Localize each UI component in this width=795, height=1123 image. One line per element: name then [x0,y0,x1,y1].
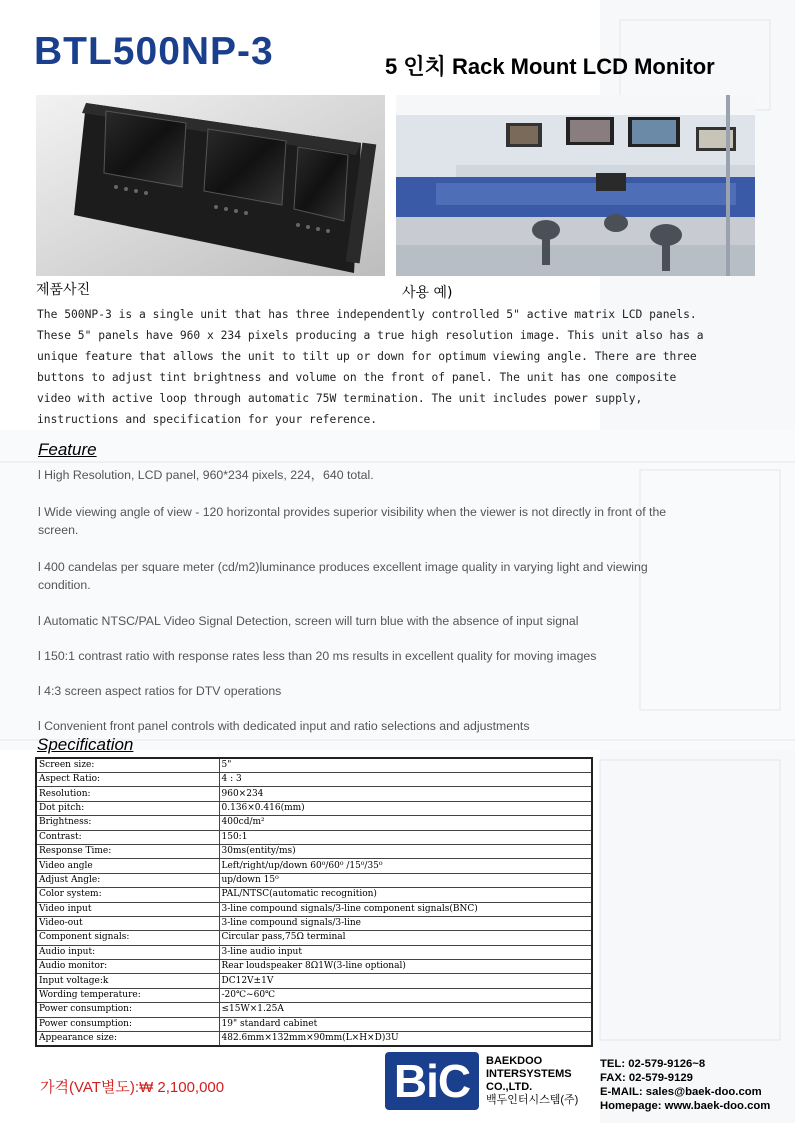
spec-row [36,801,592,815]
company-name-line: INTERSYSTEMS [486,1068,572,1080]
spec-value: ≤15W×1.25A [219,1003,592,1017]
spec-value: -20℃~60℃ [219,988,592,1002]
spec-row [36,1003,592,1017]
contact-email[interactable]: E-MAIL: sales@baek-doo.com [600,1086,762,1098]
spec-value: 5" [219,758,592,773]
spec-value: up/down 15⁰ [219,873,592,887]
spec-value: 19" standard cabinet [219,1017,592,1031]
spec-label: Audio input: [36,945,219,959]
spec-value: DC12V±1V [219,974,592,988]
spec-label: Dot pitch: [36,801,219,815]
spec-row [36,758,592,773]
spec-value: Circular pass,75Ω terminal [219,931,592,945]
company-name-line: CO.,LTD. [486,1081,533,1093]
spec-label: Power consumption: [36,1017,219,1031]
spec-label: Screen size: [36,758,219,773]
spec-value: PAL/NTSC(automatic recognition) [219,888,592,902]
spec-value: Rear loudspeaker 8Ω1W(3-line optional) [219,960,592,974]
specification-table [35,757,593,1047]
product-description: The 500NP-3 is a single unit that has three independently controlled 5" active matrix LCD panels. These 5" panels have 960 x 234 pixels producing a true high resolution image. This unit also has a unique feature that allows the unit to tilt up or down for optimum viewing angle. There are three buttons to adjust tint brightness and volume on the front of panel. The unit has one composite video with active loop through automatic 75W termination. The unit includes power supply, instructions and specification for your reference. [37,308,704,426]
usage-example-photo [396,95,755,276]
spec-label: Brightness: [36,816,219,830]
product-subtitle: 5 인치 Rack Mount LCD Monitor [385,54,715,79]
feature-item: l Wide viewing angle of view - 120 horizontal provides superior visibility when the viewer is not directly in front of the screen. [38,505,667,537]
contact-tel: TEL: 02-579-9126~8 [600,1058,706,1070]
spec-row [36,773,592,787]
spec-row [36,931,592,945]
spec-row [36,787,592,801]
spec-label: Video input [36,902,219,916]
spec-value: 150:1 [219,830,592,844]
spec-row [36,830,592,844]
feature-heading: Feature [38,440,97,459]
spec-row [36,988,592,1002]
product-photo [36,95,385,276]
logo-text: BiC [393,1055,471,1107]
feature-item: l 400 candelas per square meter (cd/m2)luminance produces excellent image quality in varying light and viewing condition. [38,560,648,592]
usage-photo-caption: 사용 예) [402,285,453,301]
spec-label: Response Time: [36,844,219,858]
spec-value: 4 : 3 [219,773,592,787]
spec-value: 3-line audio input [219,945,592,959]
spec-value: 30ms(entity/ms) [219,844,592,858]
feature-item: l High Resolution, LCD panel, 960*234 pixels, 224，640 total. [38,468,374,482]
spec-label: Video-out [36,916,219,930]
spec-row [36,902,592,916]
spec-row [36,873,592,887]
spec-label: Contrast: [36,830,219,844]
spec-label: Wording temperature: [36,988,219,1002]
spec-row [36,960,592,974]
spec-row [36,1017,592,1031]
spec-label: Color system: [36,888,219,902]
product-photo-caption: 제품사진 [36,282,91,298]
spec-label: Power consumption: [36,1003,219,1017]
spec-label: Appearance size: [36,1032,219,1047]
spec-value: 960×234 [219,787,592,801]
spec-label: Adjust Angle: [36,873,219,887]
spec-row [36,888,592,902]
model-title: BTL500NP-3 [34,30,274,73]
spec-value: 0.136×0.416(mm) [219,801,592,815]
spec-label: Aspect Ratio: [36,773,219,787]
contact-info [600,1057,770,1113]
price: 가격(VAT별도):₩ 2,100,000 [40,1079,225,1096]
spec-row [36,859,592,873]
spec-value: Left/right/up/down 60⁰/60⁰ /15⁰/35⁰ [219,859,592,873]
spec-row [36,1032,592,1047]
company-name-line: BAEKDOO [486,1055,543,1067]
contact-fax: FAX: 02-579-9129 [600,1072,693,1084]
spec-row [36,945,592,959]
spec-label: Input voltage:k [36,974,219,988]
specification-heading: Specification [37,735,134,754]
spec-value: 400cd/m² [219,816,592,830]
feature-item: l 150:1 contrast ratio with response rates less than 20 ms results in excellent quality for moving images [38,649,597,663]
feature-item: l 4:3 screen aspect ratios for DTV operations [38,684,282,698]
spec-row [36,844,592,858]
spec-row [36,974,592,988]
spec-row [36,816,592,830]
spec-value: 3-line compound signals/3-line [219,916,592,930]
spec-label: Video angle [36,859,219,873]
company-name-korean: 백두인터시스템(주) [486,1094,579,1106]
company-logo [385,1052,479,1110]
spec-value: 3-line compound signals/3-line component signals(BNC) [219,902,592,916]
spec-row [36,916,592,930]
feature-item: l Automatic NTSC/PAL Video Signal Detection, screen will turn blue with the absence of input signal [38,614,579,628]
spec-label: Component signals: [36,931,219,945]
contact-homepage[interactable]: Homepage: www.baek-doo.com [600,1100,771,1112]
spec-value: 482.6mm×132mm×90mm(L×H×D)3U [219,1032,592,1047]
spec-label: Resolution: [36,787,219,801]
company-name [486,1055,578,1107]
feature-item: l Convenient front panel controls with dedicated input and ratio selections and adjustments [38,719,530,733]
spec-label: Audio monitor: [36,960,219,974]
